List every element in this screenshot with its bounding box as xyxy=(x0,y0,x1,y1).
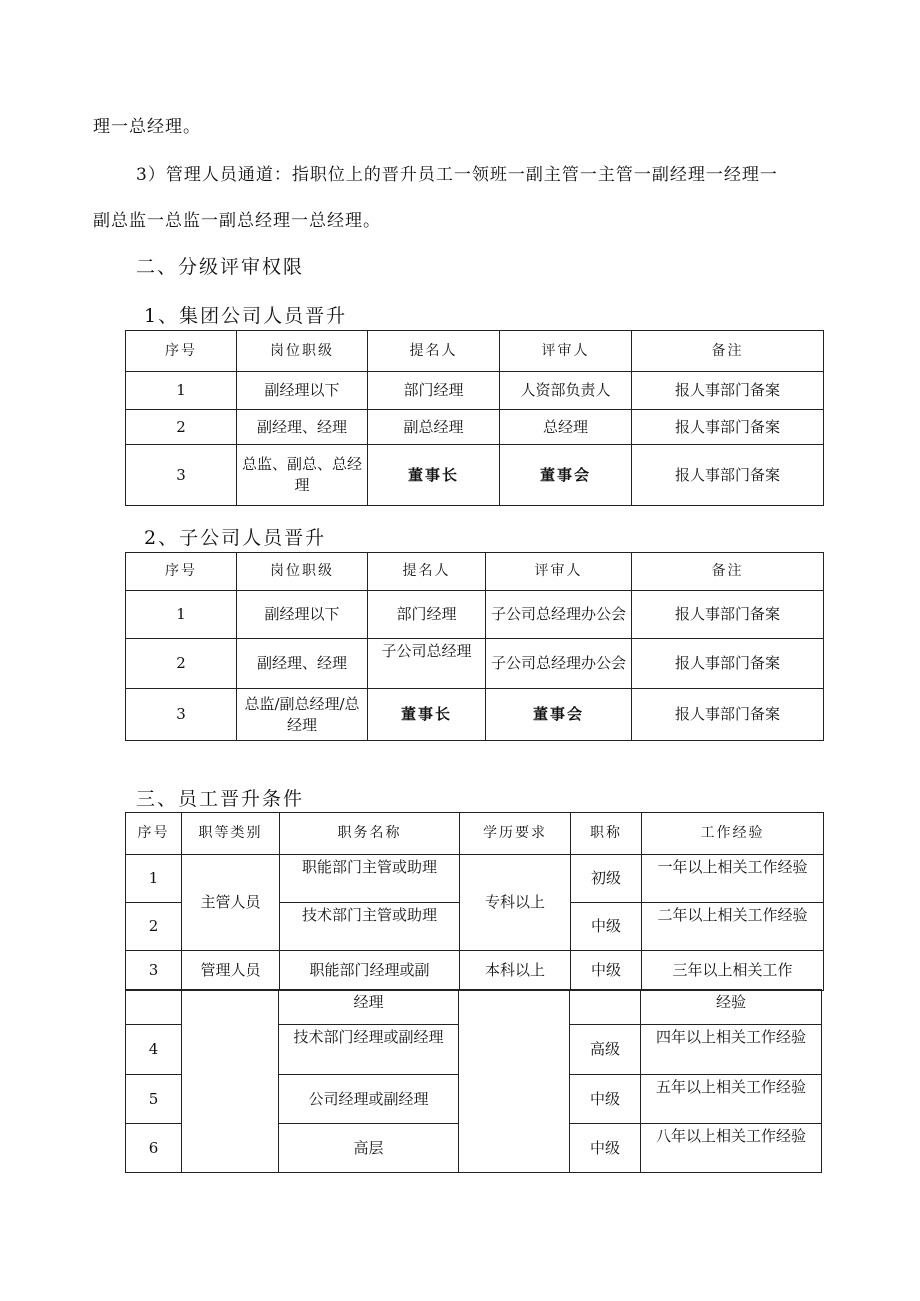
subsection-heading-subsidiary: 2、子公司人员晋升 xyxy=(144,527,327,549)
cell-experience: 三年以上相关工作 xyxy=(642,951,824,991)
header-remark: 备注 xyxy=(632,553,824,591)
cell-rank: 高级 xyxy=(570,1025,641,1075)
cell-no: 3 xyxy=(126,689,237,741)
cell-experience: 八年以上相关工作经验 xyxy=(641,1124,822,1173)
cell-rank: 初级 xyxy=(571,855,642,903)
header-nominator: 提名人 xyxy=(368,331,500,372)
header-remark: 备注 xyxy=(632,331,824,372)
cell-education-bachelor: 本科以上 xyxy=(460,951,571,991)
cell-reviewer: 子公司总经理办公会 xyxy=(486,639,632,689)
group-promotion-table xyxy=(125,330,824,506)
cell-job-title: 技术部门经理或副经理 xyxy=(279,1025,459,1075)
cell-remark: 报人事部门备案 xyxy=(632,410,824,445)
header-no: 序号 xyxy=(126,813,182,855)
cell-rank: 中级 xyxy=(570,1075,641,1124)
cell-category-empty xyxy=(182,990,279,1173)
cell-position: 副经理以下 xyxy=(237,591,368,639)
cell-education-college: 专科以上 xyxy=(460,855,571,951)
cell-experience: 四年以上相关工作经验 xyxy=(641,1025,822,1075)
cell-no: 6 xyxy=(126,1124,182,1173)
cell-reviewer: 董事会 xyxy=(486,689,632,741)
cell-no: 3 xyxy=(126,951,182,991)
cell-remark: 报人事部门备案 xyxy=(632,445,824,506)
header-reviewer: 评审人 xyxy=(500,331,632,372)
cell-job-title: 技术部门主管或助理 xyxy=(280,903,460,951)
cell-remark: 报人事部门备案 xyxy=(632,372,824,410)
header-education: 学历要求 xyxy=(460,813,571,855)
cell-no: 3 xyxy=(126,445,237,506)
cell-no: 1 xyxy=(126,591,237,639)
cell-rank: 中级 xyxy=(571,951,642,991)
cell-nominator: 部门经理 xyxy=(368,372,500,410)
cell-remark: 报人事部门备案 xyxy=(632,639,824,689)
cell-position: 副经理、经理 xyxy=(237,639,368,689)
cell-category-manager: 管理人员 xyxy=(182,951,280,991)
header-rank: 职称 xyxy=(571,813,642,855)
header-experience: 工作经验 xyxy=(642,813,824,855)
subsidiary-promotion-table xyxy=(125,552,824,741)
header-category: 职等类别 xyxy=(182,813,280,855)
header-no: 序号 xyxy=(126,331,237,372)
cell-education-empty xyxy=(459,990,570,1173)
cell-job-title: 高层 xyxy=(279,1124,459,1173)
cell-no-empty xyxy=(126,990,182,1025)
cell-job-title: 经理 xyxy=(279,990,459,1025)
cell-category-supervisor: 主管人员 xyxy=(182,855,280,951)
cell-remark: 报人事部门备案 xyxy=(632,591,824,639)
cell-nominator: 副总经理 xyxy=(368,410,500,445)
cell-position: 副经理、经理 xyxy=(237,410,368,445)
cell-job-title: 职能部门主管或助理 xyxy=(280,855,460,903)
cell-reviewer: 董事会 xyxy=(500,445,632,506)
cell-job-title: 公司经理或副经理 xyxy=(279,1075,459,1124)
cell-experience: 经验 xyxy=(641,990,822,1025)
cell-no: 4 xyxy=(126,1025,182,1075)
promotion-conditions-table xyxy=(125,812,824,991)
cell-experience: 二年以上相关工作经验 xyxy=(642,903,824,951)
header-no: 序号 xyxy=(126,553,237,591)
cell-no: 2 xyxy=(126,903,182,951)
cell-remark: 报人事部门备案 xyxy=(632,689,824,741)
header-nominator: 提名人 xyxy=(368,553,486,591)
promotion-conditions-table-continued xyxy=(125,989,822,1173)
paragraph-line-2: 3）管理人员通道：指职位上的晋升员工一领班一副主管一主管一副经理一经理一 xyxy=(136,165,778,185)
cell-no: 1 xyxy=(126,372,237,410)
cell-reviewer: 人资部负责人 xyxy=(500,372,632,410)
cell-experience: 一年以上相关工作经验 xyxy=(642,855,824,903)
paragraph-line-1: 理一总经理。 xyxy=(93,117,201,137)
cell-position: 总监、副总、总经理 xyxy=(237,445,368,506)
cell-rank: 中级 xyxy=(570,1124,641,1173)
cell-nominator: 部门经理 xyxy=(368,591,486,639)
section-heading-two: 二、分级评审权限 xyxy=(136,256,305,278)
cell-position: 总监/副总经理/总经理 xyxy=(237,689,368,741)
cell-rank-empty xyxy=(570,990,641,1025)
cell-rank: 中级 xyxy=(571,903,642,951)
cell-no: 2 xyxy=(126,639,237,689)
cell-no: 1 xyxy=(126,855,182,903)
header-position: 岗位职级 xyxy=(237,553,368,591)
cell-nominator: 子公司总经理 xyxy=(368,639,486,689)
header-reviewer: 评审人 xyxy=(486,553,632,591)
cell-position: 副经理以下 xyxy=(237,372,368,410)
cell-job-title: 职能部门经理或副 xyxy=(280,951,460,991)
cell-no: 5 xyxy=(126,1075,182,1124)
cell-reviewer: 总经理 xyxy=(500,410,632,445)
header-job-title: 职务名称 xyxy=(280,813,460,855)
cell-no: 2 xyxy=(126,410,237,445)
cell-experience: 五年以上相关工作经验 xyxy=(641,1075,822,1124)
cell-nominator: 董事长 xyxy=(368,445,500,506)
section-heading-three: 三、员工晋升条件 xyxy=(136,788,305,810)
paragraph-line-3: 副总监一总监一副总经理一总经理。 xyxy=(93,211,381,231)
cell-reviewer: 子公司总经理办公会 xyxy=(486,591,632,639)
subsection-heading-group: 1、集团公司人员晋升 xyxy=(144,305,348,327)
header-position: 岗位职级 xyxy=(237,331,368,372)
cell-nominator: 董事长 xyxy=(368,689,486,741)
